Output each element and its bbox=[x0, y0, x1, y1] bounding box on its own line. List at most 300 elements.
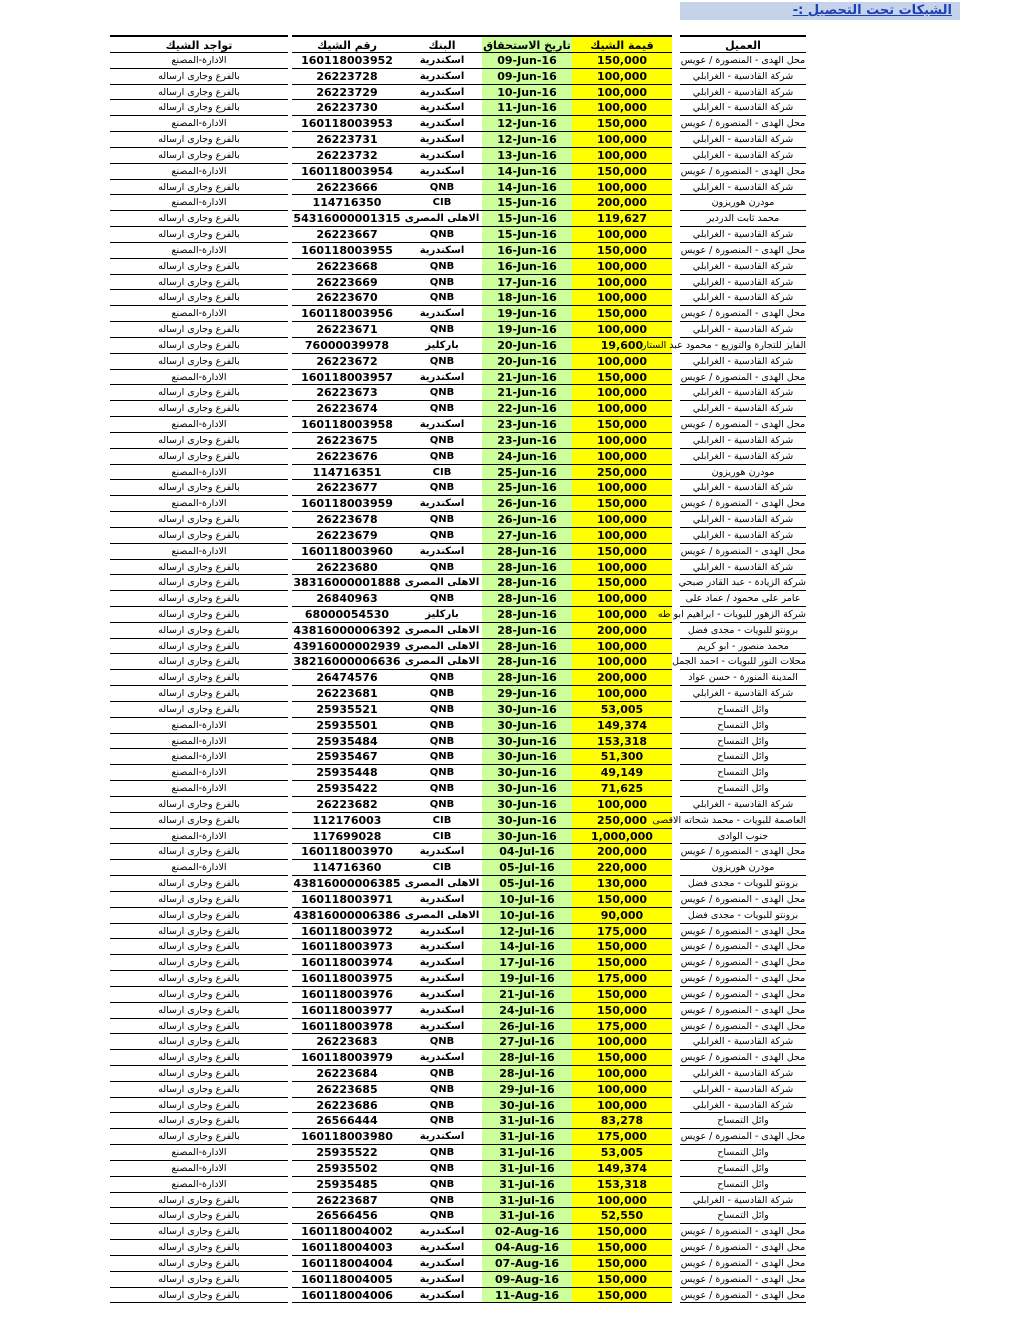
check-number: 43816000006386 bbox=[293, 908, 401, 922]
table-row bbox=[110, 781, 806, 797]
check-customer: محل الهدى - المنصورة / عويس bbox=[680, 924, 806, 940]
check-bank: اسكندرية bbox=[402, 417, 482, 433]
check-location: بالفرع وجارى ارساله bbox=[110, 844, 288, 860]
table-row bbox=[110, 385, 806, 401]
check-value: 100,000 bbox=[572, 528, 672, 544]
check-bank: اسكندرية bbox=[402, 987, 482, 1003]
table-row bbox=[110, 211, 806, 227]
check-bank: QNB bbox=[402, 591, 482, 607]
check-customer: محل الهدى - المنصورة / عويس bbox=[680, 1288, 806, 1304]
check-bank: QNB bbox=[402, 1113, 482, 1129]
check-location: بالفرع وجارى ارساله bbox=[110, 1129, 288, 1145]
check-number: 160118003972 bbox=[292, 924, 402, 940]
check-value: 100,000 bbox=[572, 259, 672, 275]
check-value: 150,000 bbox=[572, 53, 672, 69]
check-location: الادارة-المصنع bbox=[110, 749, 288, 765]
check-bank: الاهلى المصرى bbox=[402, 876, 482, 892]
check-customer: مودرن هوريزون bbox=[680, 465, 806, 481]
check-bank: QNB bbox=[402, 401, 482, 417]
check-due-date: 13-Jun-16 bbox=[482, 148, 572, 164]
table-row bbox=[110, 512, 806, 528]
check-value: 100,000 bbox=[572, 591, 672, 607]
check-number: 26223671 bbox=[292, 322, 402, 338]
check-bank: اسكندرية bbox=[402, 243, 482, 259]
checks-table bbox=[110, 35, 806, 1309]
check-value: 100,000 bbox=[572, 1193, 672, 1209]
check-value: 100,000 bbox=[572, 1082, 672, 1098]
check-customer: شركة القادسية - الغرابلي bbox=[680, 1034, 806, 1050]
check-bank: QNB bbox=[402, 322, 482, 338]
table-row bbox=[110, 417, 806, 433]
check-value: 100,000 bbox=[572, 607, 672, 623]
check-due-date: 28-Jun-16 bbox=[482, 623, 572, 639]
check-bank: اسكندرية bbox=[402, 955, 482, 971]
check-value: 100,000 bbox=[572, 180, 672, 196]
table-row bbox=[110, 1129, 806, 1145]
table-row bbox=[110, 338, 806, 354]
check-value: 150,000 bbox=[572, 955, 672, 971]
check-number: 25935484 bbox=[292, 734, 402, 750]
check-number: 76000039978 bbox=[292, 338, 402, 354]
check-customer: برونتو للبويات - مجدى فضل bbox=[680, 876, 806, 892]
check-due-date: 30-Jun-16 bbox=[482, 718, 572, 734]
check-customer: محمد منصور - ابو كريم bbox=[680, 639, 806, 655]
check-due-date: 28-Jun-16 bbox=[482, 670, 572, 686]
check-location: بالفرع وجارى ارساله bbox=[110, 1224, 288, 1240]
check-number: 160118003954 bbox=[292, 164, 402, 180]
table-row bbox=[110, 354, 806, 370]
check-number: 160118003957 bbox=[292, 370, 402, 386]
check-location: بالفرع وجارى ارساله bbox=[110, 670, 288, 686]
check-customer: محل الهدى - المنصورة / عويس bbox=[680, 417, 806, 433]
check-number: 26223676 bbox=[292, 449, 402, 465]
check-value: 49,149 bbox=[572, 765, 672, 781]
check-customer: شركة القادسية - الغرابلي bbox=[680, 480, 806, 496]
header-value: قيمة الشيك bbox=[572, 35, 672, 53]
check-customer: وائل التمساح bbox=[680, 781, 806, 797]
check-number: 26474576 bbox=[292, 670, 402, 686]
check-customer: مودرن هوريزون bbox=[680, 860, 806, 876]
check-location: بالفرع وجارى ارساله bbox=[110, 924, 288, 940]
check-value: 150,000 bbox=[572, 306, 672, 322]
check-due-date: 17-Jul-16 bbox=[482, 955, 572, 971]
check-number: 26223678 bbox=[292, 512, 402, 528]
check-customer: شركة القادسية - الغرابلي bbox=[680, 433, 806, 449]
check-bank: CIB bbox=[402, 465, 482, 481]
check-number: 26223673 bbox=[292, 385, 402, 401]
table-row bbox=[110, 623, 806, 639]
check-customer: شركة القادسية - الغرابلي bbox=[680, 259, 806, 275]
check-customer: شركة القادسية - الغرابلي bbox=[680, 686, 806, 702]
check-value: 153,318 bbox=[572, 1177, 672, 1193]
table-row bbox=[110, 718, 806, 734]
check-customer: وائل التمساح bbox=[680, 765, 806, 781]
table-row bbox=[110, 1145, 806, 1161]
check-location: بالفرع وجارى ارساله bbox=[110, 275, 288, 291]
table-row bbox=[110, 227, 806, 243]
check-customer: محل الهدى - المنصورة / عويس bbox=[680, 116, 806, 132]
check-bank: CIB bbox=[402, 829, 482, 845]
check-value: 100,000 bbox=[572, 1098, 672, 1114]
check-location: بالفرع وجارى ارساله bbox=[110, 987, 288, 1003]
page-title: الشيكات تحت التحصيل :- bbox=[792, 3, 952, 18]
check-due-date: 28-Jul-16 bbox=[482, 1050, 572, 1066]
check-due-date: 23-Jun-16 bbox=[482, 433, 572, 449]
check-customer: شركة القادسية - الغرابلي bbox=[680, 1082, 806, 1098]
check-number: 26223679 bbox=[292, 528, 402, 544]
table-row bbox=[110, 829, 806, 845]
check-location: بالفرع وجارى ارساله bbox=[110, 385, 288, 401]
check-bank: اسكندرية bbox=[402, 1019, 482, 1035]
check-bank: الاهلى المصرى bbox=[402, 654, 482, 670]
check-location: بالفرع وجارى ارساله bbox=[110, 433, 288, 449]
check-location: بالفرع وجارى ارساله bbox=[110, 560, 288, 576]
check-location: بالفرع وجارى ارساله bbox=[110, 148, 288, 164]
table-row bbox=[110, 306, 806, 322]
check-due-date: 28-Jun-16 bbox=[482, 591, 572, 607]
check-value: 150,000 bbox=[572, 116, 672, 132]
check-number: 160118003977 bbox=[292, 1003, 402, 1019]
check-due-date: 28-Jun-16 bbox=[482, 544, 572, 560]
check-number: 114716350 bbox=[292, 195, 402, 211]
check-number: 26223731 bbox=[292, 132, 402, 148]
check-location: الادارة-المصنع bbox=[110, 465, 288, 481]
check-number: 38316000001888 bbox=[293, 576, 401, 590]
table-row bbox=[110, 971, 806, 987]
check-value: 175,000 bbox=[572, 971, 672, 987]
check-value: 150,000 bbox=[572, 243, 672, 259]
check-customer: وائل التمساح bbox=[680, 1145, 806, 1161]
table-row bbox=[110, 560, 806, 576]
table-row bbox=[110, 164, 806, 180]
check-bank: اسكندرية bbox=[402, 132, 482, 148]
check-customer: شركة الزهور للبويات - ابراهيم ابو طه bbox=[680, 607, 806, 623]
check-customer: محل الهدى - المنصورة / عويس bbox=[680, 1240, 806, 1256]
check-customer: محل الهدى - المنصورة / عويس bbox=[680, 1129, 806, 1145]
check-number: 160118004003 bbox=[292, 1240, 402, 1256]
check-bank: QNB bbox=[402, 275, 482, 291]
check-bank: QNB bbox=[402, 734, 482, 750]
check-value: 150,000 bbox=[572, 544, 672, 560]
check-due-date: 04-Jul-16 bbox=[482, 844, 572, 860]
check-value: 51,300 bbox=[572, 749, 672, 765]
check-bank: اسكندرية bbox=[402, 148, 482, 164]
table-row bbox=[110, 1019, 806, 1035]
check-location: الادارة-المصنع bbox=[110, 1145, 288, 1161]
check-value: 100,000 bbox=[572, 797, 672, 813]
check-value: 100,000 bbox=[572, 639, 672, 655]
check-customer: وائل التمساح bbox=[680, 749, 806, 765]
check-location: بالفرع وجارى ارساله bbox=[110, 338, 288, 354]
check-location: الادارة-المصنع bbox=[110, 306, 288, 322]
check-value: 150,000 bbox=[572, 892, 672, 908]
check-value: 150,000 bbox=[572, 370, 672, 386]
check-bank: اسكندرية bbox=[402, 1272, 482, 1288]
check-value: 250,000 bbox=[572, 813, 672, 829]
check-location: بالفرع وجارى ارساله bbox=[110, 322, 288, 338]
table-row bbox=[110, 180, 806, 196]
check-due-date: 12-Jun-16 bbox=[482, 116, 572, 132]
check-customer: محل الهدى - المنصورة / عويس bbox=[680, 544, 806, 560]
check-number: 26223666 bbox=[292, 180, 402, 196]
check-due-date: 16-Jun-16 bbox=[482, 259, 572, 275]
check-value: 153,318 bbox=[572, 734, 672, 750]
check-location: بالفرع وجارى ارساله bbox=[110, 227, 288, 243]
check-value: 150,000 bbox=[572, 1240, 672, 1256]
check-location: الادارة-المصنع bbox=[110, 370, 288, 386]
header-due-date: تاريخ الاستحقاق bbox=[482, 35, 572, 53]
check-value: 250,000 bbox=[572, 465, 672, 481]
check-customer: مودرن هوريزون bbox=[680, 195, 806, 211]
header-check-number: رقم الشيك bbox=[292, 35, 402, 53]
check-location: بالفرع وجارى ارساله bbox=[110, 1003, 288, 1019]
check-bank: QNB bbox=[402, 449, 482, 465]
check-bank: اسكندرية bbox=[402, 1050, 482, 1066]
check-due-date: 28-Jun-16 bbox=[482, 654, 572, 670]
check-location: بالفرع وجارى ارساله bbox=[110, 1113, 288, 1129]
check-location: بالفرع وجارى ارساله bbox=[110, 512, 288, 528]
check-number: 26566444 bbox=[292, 1113, 402, 1129]
check-number: 114716351 bbox=[292, 465, 402, 481]
check-number: 54316000001315 bbox=[293, 212, 401, 226]
check-bank: اسكندرية bbox=[402, 939, 482, 955]
check-location: بالفرع وجارى ارساله bbox=[110, 1066, 288, 1082]
table-row bbox=[110, 1034, 806, 1050]
check-customer: محل الهدى - المنصورة / عويس bbox=[680, 243, 806, 259]
check-bank: اسكندرية bbox=[402, 1256, 482, 1272]
check-value: 100,000 bbox=[572, 1034, 672, 1050]
table-row bbox=[110, 195, 806, 211]
check-value: 100,000 bbox=[572, 512, 672, 528]
check-number: 26223681 bbox=[292, 686, 402, 702]
check-customer: الفايز للتجارة والتوزيع - محمود عبد الستار bbox=[680, 338, 806, 354]
check-location: بالفرع وجارى ارساله bbox=[110, 813, 288, 829]
table-row bbox=[110, 1272, 806, 1288]
check-value: 150,000 bbox=[572, 1272, 672, 1288]
check-customer: محل الهدى - المنصورة / عويس bbox=[680, 844, 806, 860]
check-due-date: 09-Aug-16 bbox=[482, 1272, 572, 1288]
table-row bbox=[110, 148, 806, 164]
table-row bbox=[110, 1082, 806, 1098]
check-customer: شركة القادسية - الغرابلي bbox=[680, 275, 806, 291]
check-due-date: 31-Jul-16 bbox=[482, 1113, 572, 1129]
check-bank: QNB bbox=[402, 1034, 482, 1050]
check-due-date: 30-Jun-16 bbox=[482, 829, 572, 845]
check-due-date: 11-Aug-16 bbox=[482, 1288, 572, 1304]
check-bank: اسكندرية bbox=[402, 370, 482, 386]
check-bank: اسكندرية bbox=[402, 85, 482, 101]
check-customer: وائل التمساح bbox=[680, 718, 806, 734]
check-number: 25935422 bbox=[292, 781, 402, 797]
table-row bbox=[110, 924, 806, 940]
check-bank: QNB bbox=[402, 1208, 482, 1224]
check-customer: محل الهدى - المنصورة / عويس bbox=[680, 1003, 806, 1019]
check-customer: شركة القادسية - الغرابلي bbox=[680, 449, 806, 465]
check-value: 200,000 bbox=[572, 844, 672, 860]
table-row bbox=[110, 1098, 806, 1114]
check-bank: باركليز bbox=[402, 607, 482, 623]
table-row bbox=[110, 100, 806, 116]
check-bank: QNB bbox=[402, 227, 482, 243]
table-row bbox=[110, 765, 806, 781]
check-bank: اسكندرية bbox=[402, 1129, 482, 1145]
check-number: 26223667 bbox=[292, 227, 402, 243]
check-bank: اسكندرية bbox=[402, 1288, 482, 1304]
check-number: 26223684 bbox=[292, 1066, 402, 1082]
check-bank: QNB bbox=[402, 385, 482, 401]
check-bank: اسكندرية bbox=[402, 496, 482, 512]
check-customer: شركة القادسية - الغرابلي bbox=[680, 290, 806, 306]
check-number: 25935467 bbox=[292, 749, 402, 765]
table-row bbox=[110, 1208, 806, 1224]
check-due-date: 12-Jun-16 bbox=[482, 132, 572, 148]
check-value: 220,000 bbox=[572, 860, 672, 876]
check-number: 26223685 bbox=[292, 1082, 402, 1098]
table-row bbox=[110, 955, 806, 971]
table-row bbox=[110, 1050, 806, 1066]
check-bank: QNB bbox=[402, 560, 482, 576]
check-number: 25935522 bbox=[292, 1145, 402, 1161]
table-row bbox=[110, 749, 806, 765]
check-due-date: 14-Jun-16 bbox=[482, 164, 572, 180]
check-due-date: 05-Jul-16 bbox=[482, 860, 572, 876]
check-number: 26840963 bbox=[292, 591, 402, 607]
check-location: بالفرع وجارى ارساله bbox=[110, 401, 288, 417]
table-row bbox=[110, 1113, 806, 1129]
check-location: بالفرع وجارى ارساله bbox=[110, 797, 288, 813]
check-location: بالفرع وجارى ارساله bbox=[110, 623, 288, 639]
check-number: 160118003979 bbox=[292, 1050, 402, 1066]
check-due-date: 11-Jun-16 bbox=[482, 100, 572, 116]
check-due-date: 31-Jul-16 bbox=[482, 1208, 572, 1224]
check-customer: شركة القادسية - الغرابلي bbox=[680, 227, 806, 243]
check-customer: محل الهدى - المنصورة / عويس bbox=[680, 1224, 806, 1240]
check-due-date: 30-Jul-16 bbox=[482, 1098, 572, 1114]
check-number: 43916000002939 bbox=[293, 639, 401, 653]
table-row bbox=[110, 496, 806, 512]
check-bank: الاهلى المصرى bbox=[402, 639, 482, 655]
check-location: بالفرع وجارى ارساله bbox=[110, 971, 288, 987]
check-bank: QNB bbox=[402, 290, 482, 306]
check-location: بالفرع وجارى ارساله bbox=[110, 1082, 288, 1098]
check-location: بالفرع وجارى ارساله bbox=[110, 1193, 288, 1209]
check-due-date: 31-Jul-16 bbox=[482, 1145, 572, 1161]
check-number: 26223732 bbox=[292, 148, 402, 164]
check-customer: برونتو للبويات - مجدى فضل bbox=[680, 908, 806, 924]
table-header bbox=[110, 35, 806, 53]
check-bank: QNB bbox=[402, 765, 482, 781]
check-bank: QNB bbox=[402, 528, 482, 544]
check-location: بالفرع وجارى ارساله bbox=[110, 1272, 288, 1288]
table-row bbox=[110, 433, 806, 449]
table-row bbox=[110, 575, 806, 591]
table-row bbox=[110, 607, 806, 623]
check-bank: اسكندرية bbox=[402, 164, 482, 180]
check-due-date: 29-Jun-16 bbox=[482, 686, 572, 702]
check-location: بالفرع وجارى ارساله bbox=[110, 69, 288, 85]
check-customer: محل الهدى - المنصورة / عويس bbox=[680, 53, 806, 69]
table-row bbox=[110, 370, 806, 386]
check-value: 150,000 bbox=[572, 164, 672, 180]
check-due-date: 26-Jun-16 bbox=[482, 496, 572, 512]
check-value: 100,000 bbox=[572, 290, 672, 306]
check-bank: اسكندرية bbox=[402, 1224, 482, 1240]
check-location: بالفرع وجارى ارساله bbox=[110, 892, 288, 908]
check-bank: QNB bbox=[402, 259, 482, 275]
check-bank: QNB bbox=[402, 702, 482, 718]
check-number: 160118003974 bbox=[292, 955, 402, 971]
header-customer: العميل bbox=[680, 35, 806, 53]
check-bank: اسكندرية bbox=[402, 306, 482, 322]
check-customer: شركة القادسية - الغرابلي bbox=[680, 100, 806, 116]
check-value: 150,000 bbox=[572, 1256, 672, 1272]
check-customer: شركة القادسية - الغرابلي bbox=[680, 148, 806, 164]
check-value: 90,000 bbox=[572, 908, 672, 924]
check-due-date: 15-Jun-16 bbox=[482, 227, 572, 243]
table-row bbox=[110, 844, 806, 860]
check-bank: CIB bbox=[402, 860, 482, 876]
title-bar bbox=[680, 2, 960, 20]
check-customer: محل الهدى - المنصورة / عويس bbox=[680, 955, 806, 971]
check-number: 114716360 bbox=[292, 860, 402, 876]
check-number: 160118003958 bbox=[292, 417, 402, 433]
check-customer: محل الهدى - المنصورة / عويس bbox=[680, 164, 806, 180]
check-customer: محل الهدى - المنصورة / عويس bbox=[680, 1272, 806, 1288]
table-row bbox=[110, 1003, 806, 1019]
table-row bbox=[110, 1288, 806, 1304]
check-due-date: 21-Jun-16 bbox=[482, 370, 572, 386]
check-customer: محل الهدى - المنصورة / عويس bbox=[680, 1019, 806, 1035]
check-number: 160118003953 bbox=[292, 116, 402, 132]
check-number: 160118004005 bbox=[292, 1272, 402, 1288]
check-value: 150,000 bbox=[572, 417, 672, 433]
check-due-date: 30-Jun-16 bbox=[482, 781, 572, 797]
check-customer: شركة القادسية - الغرابلي bbox=[680, 85, 806, 101]
check-value: 119,627 bbox=[572, 211, 672, 227]
check-location: بالفرع وجارى ارساله bbox=[110, 1208, 288, 1224]
check-due-date: 30-Jun-16 bbox=[482, 765, 572, 781]
check-number: 25935448 bbox=[292, 765, 402, 781]
check-due-date: 21-Jun-16 bbox=[482, 385, 572, 401]
check-customer: عامر على محمود / عماد على bbox=[680, 591, 806, 607]
check-number: 26223672 bbox=[292, 354, 402, 370]
check-due-date: 09-Jun-16 bbox=[482, 69, 572, 85]
check-bank: الاهلى المصرى bbox=[402, 575, 482, 591]
check-value: 53,005 bbox=[572, 702, 672, 718]
check-customer: شركة القادسية - الغرابلي bbox=[680, 560, 806, 576]
check-location: بالفرع وجارى ارساله bbox=[110, 876, 288, 892]
check-bank: اسكندرية bbox=[402, 53, 482, 69]
check-number: 26223668 bbox=[292, 259, 402, 275]
check-location: بالفرع وجارى ارساله bbox=[110, 1050, 288, 1066]
check-customer: شركة القادسية - الغرابلي bbox=[680, 1098, 806, 1114]
header-location: تواجد الشيك bbox=[110, 35, 288, 53]
check-bank: QNB bbox=[402, 670, 482, 686]
check-bank: اسكندرية bbox=[402, 924, 482, 940]
check-due-date: 26-Jul-16 bbox=[482, 1019, 572, 1035]
check-location: بالفرع وجارى ارساله bbox=[110, 132, 288, 148]
table-row bbox=[110, 1240, 806, 1256]
check-value: 200,000 bbox=[572, 623, 672, 639]
check-value: 149,374 bbox=[572, 1161, 672, 1177]
check-number: 160118003973 bbox=[292, 939, 402, 955]
table-row bbox=[110, 544, 806, 560]
check-due-date: 30-Jun-16 bbox=[482, 813, 572, 829]
check-number: 26223670 bbox=[292, 290, 402, 306]
check-value: 100,000 bbox=[572, 433, 672, 449]
check-number: 68000054530 bbox=[292, 607, 402, 623]
check-number: 160118003956 bbox=[292, 306, 402, 322]
